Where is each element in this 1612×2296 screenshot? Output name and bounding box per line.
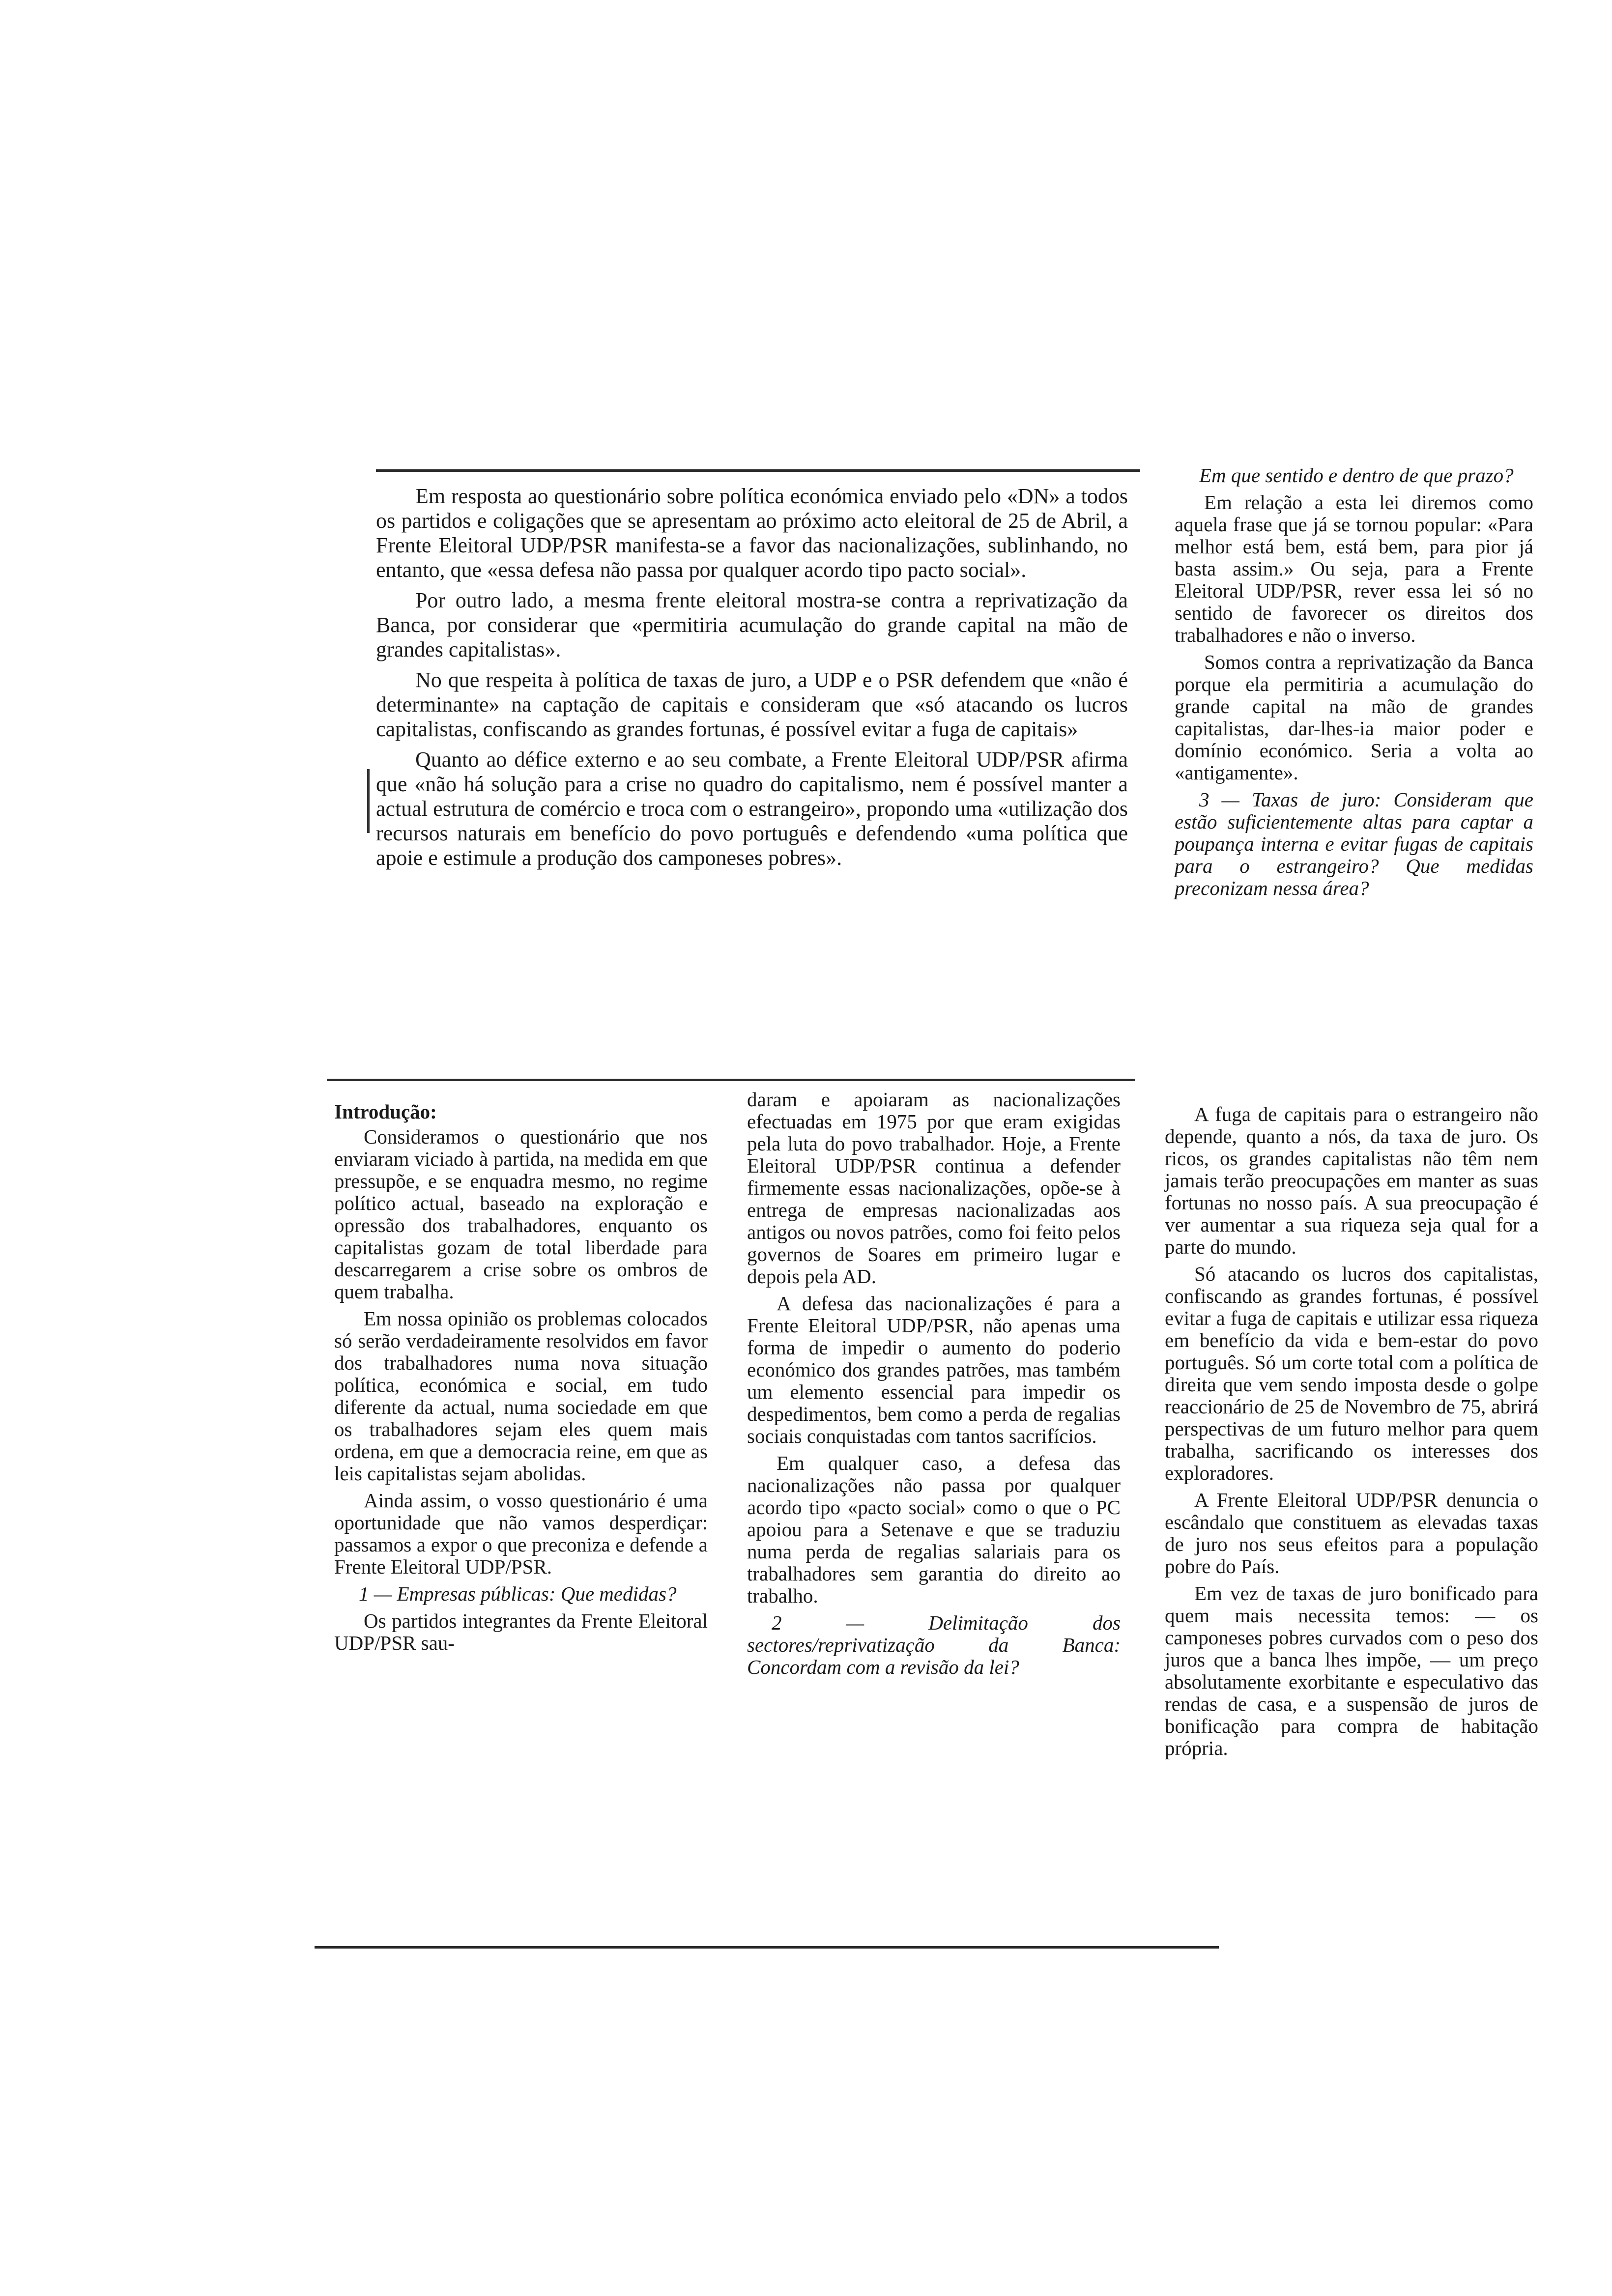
answer-paragraph: Em relação a esta lei diremos como aquela frase que já se tornou popular: «Para melhor está bem, está bem, para pior já basta assim.» Ou seja, para a Frente Eleitoral UDP/PSR, rever essa lei só no sentido de favorecer os direitos dos trabalhadores e não o inverso. bbox=[1175, 491, 1533, 646]
top-rule-left bbox=[376, 469, 1140, 472]
margin-mark bbox=[367, 769, 370, 833]
lead-paragraphs bbox=[376, 484, 1128, 876]
column-paragraph: A Frente Eleitoral UDP/PSR denuncia o escândalo que constituem as elevadas taxas de juro nos seus efeitos para a população pobre do País. bbox=[1165, 1489, 1538, 1578]
column-paragraph: Em vez de taxas de juro bonificado para quem mais necessita temos: — os camponeses pobres curvados com o peso dos juros que a banca lhes impõe, — um preço absolutamente exorbitante e especulativo das rendas de casa, e a suspensão de juros de bonificação para compra de habitação própria. bbox=[1165, 1582, 1538, 1759]
question-2-continuation: Em que sentido e dentro de que prazo? bbox=[1199, 464, 1514, 487]
question-2: 2 — Delimitação dos sectores/reprivatização da Banca: Concordam com a revisão da lei? bbox=[747, 1611, 1121, 1678]
column-3-top bbox=[1175, 464, 1533, 904]
column-paragraph: daram e apoiaram as nacionalizações efectuadas em 1975 por que eram exigidas pela luta do povo trabalhador. Hoje, a Frente Eleitoral UDP/PSR continua a defender firmemente essas nacionalizações, opõe-se à entrega de empresas nacionalizadas aos antigos ou novos patrões, como foi feito pelos governos de Soares em primeiro lugar e depois pela AD. bbox=[747, 1088, 1121, 1288]
column-paragraph: Só atacando os lucros dos capitalistas, confiscando as grandes fortunas, é possível evitar a fuga de capitais e utilizar essa riqueza em benefício da vida e bem-estar do povo português. Só um corte total com a política de direita que vem sendo imposta desde o golpe reaccionário de 25 de Novembro de 75, abrirá perspectivas de um futuro melhor para quem trabalha, sacrificando os interesses dos exploradores. bbox=[1165, 1263, 1538, 1484]
column-1 bbox=[334, 1101, 708, 1659]
column-paragraph: Os partidos integrantes da Frente Eleitoral UDP/PSR sau- bbox=[334, 1609, 708, 1654]
column-paragraph: A fuga de capitais para o estrangeiro não depende, quanto a nós, da taxa de juro. Os ricos, os grandes capitalistas não têm nem jamais terão preocupações em manter as suas fortunas no nosso país. A sua preocupação é ver aumentar a sua riqueza seja qual for a parte do mundo. bbox=[1165, 1103, 1538, 1258]
lead-paragraph: Por outro lado, a mesma frente eleitoral mostra-se contra a reprivatização da Banca, por considerar que «permitiria acumulação do grande capital na mão de grandes capitalistas». bbox=[376, 588, 1128, 661]
column-2 bbox=[747, 1089, 1121, 1683]
column-3 bbox=[1165, 1103, 1538, 1764]
lead-paragraph: Em resposta ao questionário sobre política económica enviado pelo «DN» a todos os partidos e coligações que se apresentam ao próximo acto eleitoral de 25 de Abril, a Frente Eleitoral UDP/PSR manifesta-se a favor das nacionalizações, sublinhando, no entanto, que «essa defesa não passa por qualquer acordo tipo pacto social». bbox=[376, 484, 1128, 582]
introduction-heading: Introdução: bbox=[334, 1100, 437, 1123]
lead-paragraph: No que respeita à política de taxas de juro, a UDP e o PSR defendem que «não é determinante» na captação de capitais e consideram que «só atacando os lucros capitalistas, confiscando as grandes fortunas, é possível evitar a fuga de capitais» bbox=[376, 668, 1128, 741]
column-paragraph: Ainda assim, o vosso questionário é uma oportunidade que não vamos desperdiçar: passamos a expor o que preconiza e defende a Frente Eleitoral UDP/PSR. bbox=[334, 1489, 708, 1578]
question-3: 3 — Taxas de juro: Consideram que estão suficientemente altas para captar a poupança interna e evitar fugas de capitais para o estrangeiro? Que medidas preconizam nessa área? bbox=[1175, 788, 1533, 899]
answer-paragraph: Somos contra a reprivatização da Banca porque ela permitiria a acumulação do grande capital na mão de grandes capitalistas, dar-lhes-ia maior poder e domínio económico. Seria a volta ao «antigamente». bbox=[1175, 651, 1533, 784]
middle-rule bbox=[327, 1079, 1135, 1081]
question-1: 1 — Empresas públicas: Que medidas? bbox=[359, 1582, 677, 1605]
column-paragraph: A defesa das nacionalizações é para a Frente Eleitoral UDP/PSR, não apenas uma forma de impedir o aumento do poderio económico dos grandes patrões, mas também um elemento essencial para impedir os despedimentos, bem como a perda de regalias sociais conquistadas com tantos sacrifícios. bbox=[747, 1292, 1121, 1447]
column-paragraph: Em qualquer caso, a defesa das nacionalizações não passa por qualquer acordo tipo «pacto social» como o que o PC apoiou para a Setenave e que se traduziu numa perda de regalias salariais para os trabalhadores sem garantia do direito ao trabalho. bbox=[747, 1452, 1121, 1607]
column-paragraph: Em nossa opinião os problemas colocados só serão verdadeiramente resolvidos em favor dos trabalhadores numa nova situação política, económica e social, em tudo diferente da actual, numa sociedade em que os trabalhadores sejam eles quem mais ordena, em que a democracia reine, em que as leis capitalistas sejam abolidas. bbox=[334, 1307, 708, 1485]
bottom-rule bbox=[315, 1946, 1219, 1949]
column-paragraph: Consideramos o questionário que nos enviaram viciado à partida, na medida em que pressupõe, e se enquadra mesmo, no regime político actual, baseado na exploração e opressão dos trabalhadores, enquanto os capitalistas gozam de total liberdade para descarregarem a crise sobre os ombros de quem trabalha. bbox=[334, 1125, 708, 1303]
lead-paragraph: Quanto ao défice externo e ao seu combate, a Frente Eleitoral UDP/PSR afirma que «não há solução para a crise no quadro do capitalismo, nem é possível manter a actual estrutura de comércio e troca com o estrangeiro», propondo uma «utilização dos recursos naturais em benefício do povo português e defendendo «uma política que apoie e estimule a produção dos camponeses pobres». bbox=[376, 747, 1128, 870]
